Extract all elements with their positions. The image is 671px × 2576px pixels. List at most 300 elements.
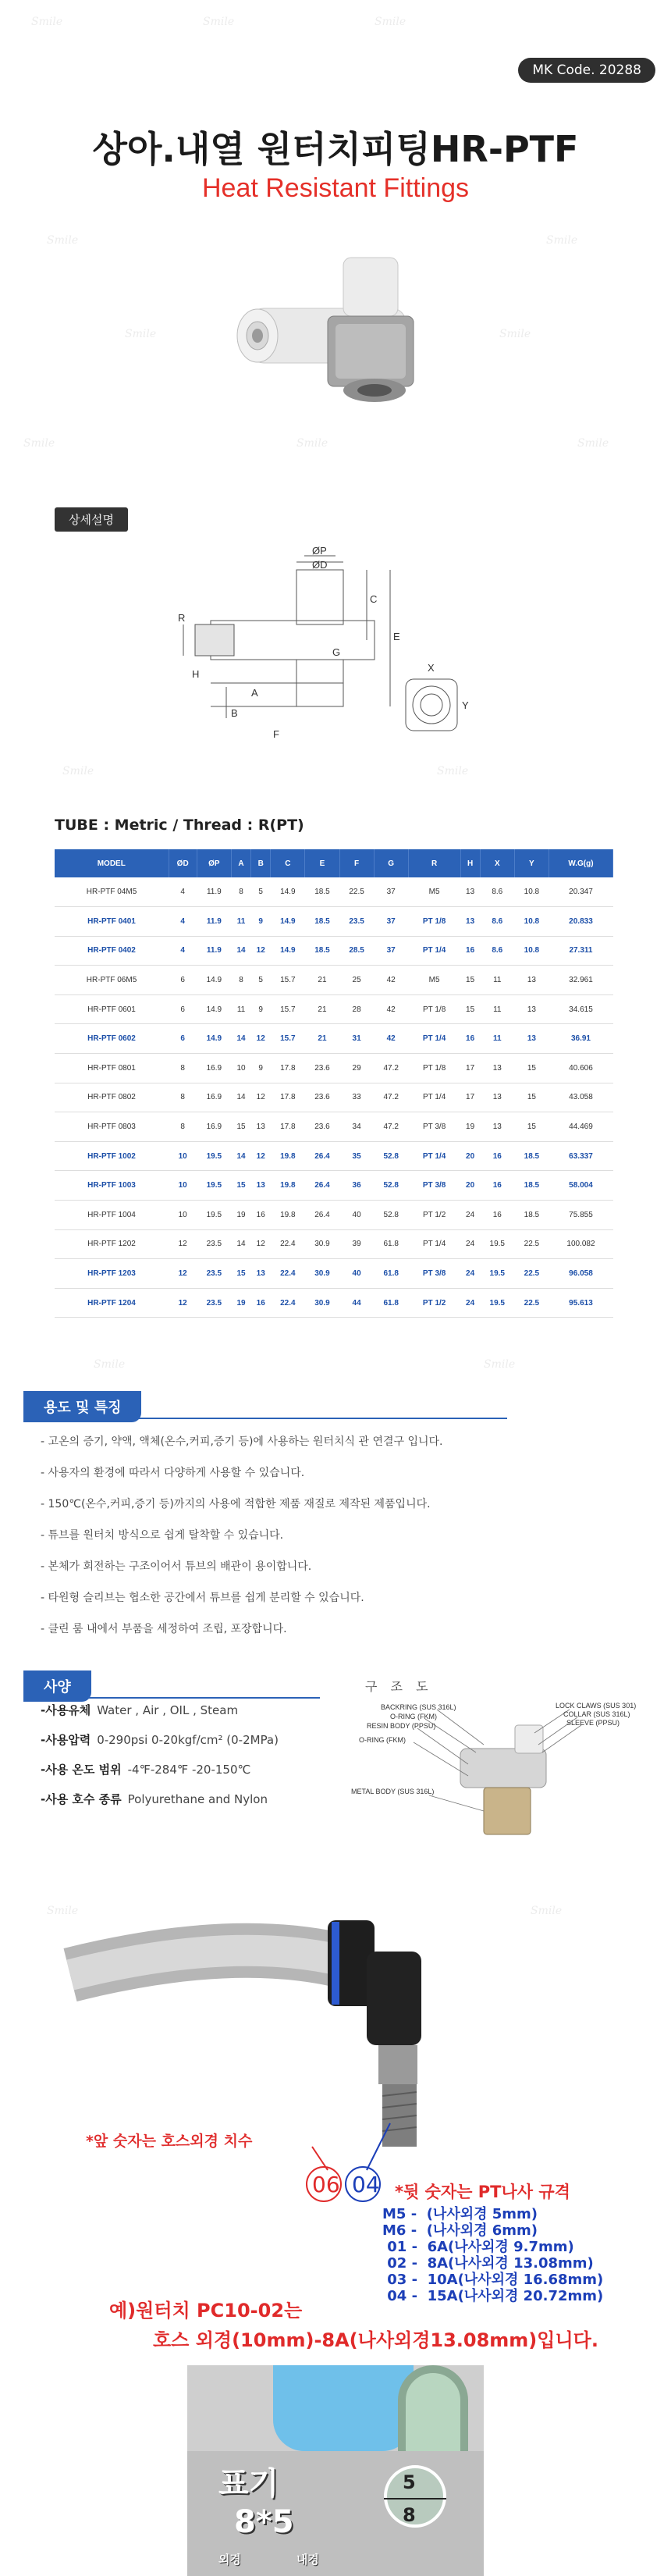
list-item: 03 - 10A(나사외경 16.68mm) bbox=[382, 2272, 604, 2288]
table-cell: 15 bbox=[460, 994, 480, 1024]
table-cell: 24 bbox=[460, 1201, 480, 1230]
table-cell: 61.8 bbox=[374, 1259, 408, 1289]
table-cell: 40.606 bbox=[549, 1054, 612, 1083]
table-cell: 14 bbox=[231, 1083, 250, 1112]
table-cell: 23.5 bbox=[197, 1229, 231, 1259]
watermark: Smile bbox=[577, 437, 609, 450]
table-cell: 24 bbox=[460, 1288, 480, 1318]
table-cell: 19.8 bbox=[271, 1201, 305, 1230]
table-row bbox=[55, 994, 613, 1024]
watermark: Smile bbox=[125, 328, 157, 340]
spec-key: -사용 호수 종류 bbox=[41, 1792, 122, 1806]
table-cell: 52.8 bbox=[374, 1141, 408, 1171]
table-cell: 32.961 bbox=[549, 966, 612, 995]
watermark: Smile bbox=[203, 16, 235, 28]
table-cell: 17.8 bbox=[271, 1083, 305, 1112]
table-cell: 19.8 bbox=[271, 1141, 305, 1171]
table-cell: 52.8 bbox=[374, 1201, 408, 1230]
table-cell: 36.91 bbox=[549, 1024, 612, 1054]
table-cell: 8.6 bbox=[480, 936, 514, 966]
table-cell: 16 bbox=[251, 1288, 271, 1318]
table-cell: 34.615 bbox=[549, 994, 612, 1024]
back-number-note: *뒷 숫자는 PT나사 규격 bbox=[395, 2183, 570, 2201]
table-cell: 61.8 bbox=[374, 1229, 408, 1259]
watermark: Smile bbox=[437, 765, 469, 777]
table-cell: 5 bbox=[251, 966, 271, 995]
table-cell: PT 1/2 bbox=[408, 1288, 460, 1318]
structure-label-sleeve: SLEEVE (PPSU) bbox=[566, 1719, 620, 1727]
table-cell: 9 bbox=[251, 1054, 271, 1083]
table-header-cell: A bbox=[231, 849, 250, 877]
table-cell: HR-PTF 0602 bbox=[55, 1024, 169, 1054]
table-row bbox=[55, 1141, 613, 1171]
table-cell: 11.9 bbox=[197, 936, 231, 966]
table-cell: 16 bbox=[460, 1024, 480, 1054]
table-cell: 43.058 bbox=[549, 1083, 612, 1112]
table-row bbox=[55, 1083, 613, 1112]
table-cell: 13 bbox=[480, 1083, 514, 1112]
list-item: 02 - 8A(나사외경 13.08mm) bbox=[382, 2255, 594, 2272]
table-cell: 11.9 bbox=[197, 907, 231, 937]
table-cell: 12 bbox=[251, 1141, 271, 1171]
list-item: M6 - (나사외경 6mm) bbox=[382, 2222, 538, 2239]
table-cell: HR-PTF 1202 bbox=[55, 1229, 169, 1259]
table-header-cell: H bbox=[460, 849, 480, 877]
table-cell: HR-PTF 0802 bbox=[55, 1083, 169, 1112]
inner-diameter-label: 내경 bbox=[296, 2553, 319, 2567]
table-cell: HR-PTF 1204 bbox=[55, 1288, 169, 1318]
table-cell: 22.4 bbox=[271, 1259, 305, 1289]
table-header-cell: ØD bbox=[169, 849, 197, 877]
table-cell: 14 bbox=[231, 1024, 250, 1054]
table-cell: 13 bbox=[480, 1054, 514, 1083]
structure-label-oring: O-RING (FKM) bbox=[390, 1713, 437, 1720]
table-cell: PT 1/8 bbox=[408, 907, 460, 937]
table-row bbox=[55, 907, 613, 937]
table-row bbox=[55, 1259, 613, 1289]
watermark: Smile bbox=[94, 1358, 126, 1371]
drawing-label-p: ØP bbox=[312, 545, 327, 557]
spec-value: Polyurethane and Nylon bbox=[127, 1792, 268, 1806]
watermark: Smile bbox=[375, 16, 407, 28]
watermark: Smile bbox=[62, 765, 94, 777]
table-cell: 13 bbox=[514, 966, 549, 995]
tube-blue bbox=[273, 2365, 414, 2451]
watermark: Smile bbox=[484, 1358, 516, 1371]
marking-photo bbox=[187, 2365, 484, 2576]
table-cell: 6 bbox=[169, 994, 197, 1024]
table-cell: 30.9 bbox=[305, 1259, 339, 1289]
table-cell: 18.5 bbox=[514, 1171, 549, 1201]
table-cell: 17 bbox=[460, 1083, 480, 1112]
table-header-cell: MODEL bbox=[55, 849, 169, 877]
table-cell: 13 bbox=[460, 877, 480, 907]
table-cell: 13 bbox=[460, 907, 480, 937]
example-line-1: 예)원터치 PC10-02는 bbox=[109, 2300, 303, 2322]
table-cell: 14.9 bbox=[197, 994, 231, 1024]
thread-size-list bbox=[382, 2206, 603, 2304]
table-cell: 28 bbox=[339, 994, 374, 1024]
list-item: M5 - (나사외경 5mm) bbox=[382, 2206, 538, 2222]
specs-list bbox=[41, 1702, 279, 1820]
table-cell: 23.6 bbox=[305, 1112, 339, 1142]
table-cell: 8 bbox=[231, 877, 250, 907]
table-cell: 13 bbox=[251, 1112, 271, 1142]
ring-inner-value: 5 bbox=[403, 2471, 416, 2493]
table-cell: 30.9 bbox=[305, 1288, 339, 1318]
table-cell: 18.5 bbox=[305, 877, 339, 907]
list-item: - 본체가 회전하는 구조이어서 튜브의 배관이 용이합니다. bbox=[41, 1560, 312, 1573]
mk-code-badge: MK Code. 20288 bbox=[518, 58, 655, 83]
table-header-cell: B bbox=[251, 849, 271, 877]
table-cell: 37 bbox=[374, 907, 408, 937]
table-cell: 21 bbox=[305, 994, 339, 1024]
table-cell: 4 bbox=[169, 907, 197, 937]
table-row bbox=[55, 1112, 613, 1142]
table-cell: 44.469 bbox=[549, 1112, 612, 1142]
table-row bbox=[55, 1054, 613, 1083]
table-row bbox=[55, 1171, 613, 1201]
table-cell: HR-PTF 1004 bbox=[55, 1201, 169, 1230]
table-cell: 19.5 bbox=[480, 1259, 514, 1289]
structure-label-metal-body: METAL BODY (SUS 316L) bbox=[351, 1788, 435, 1795]
table-cell: 12 bbox=[251, 1229, 271, 1259]
table-cell: 42 bbox=[374, 966, 408, 995]
table-cell: 13 bbox=[251, 1259, 271, 1289]
watermark: Smile bbox=[499, 328, 531, 340]
spec-row bbox=[41, 1791, 279, 1820]
table-cell: 16.9 bbox=[197, 1083, 231, 1112]
table-cell: 10 bbox=[231, 1054, 250, 1083]
table-cell: 6 bbox=[169, 966, 197, 995]
table-header-cell: G bbox=[374, 849, 408, 877]
table-row bbox=[55, 1229, 613, 1259]
ring-outer-value: 8 bbox=[403, 2504, 416, 2526]
table-cell: 28.5 bbox=[339, 936, 374, 966]
table-cell: 30.9 bbox=[305, 1229, 339, 1259]
watermark: Smile bbox=[23, 437, 55, 450]
uses-section-label: 용도 및 특징 bbox=[23, 1391, 141, 1422]
table-cell: 12 bbox=[169, 1259, 197, 1289]
table-row bbox=[55, 936, 613, 966]
marking-label: 표기 bbox=[218, 2466, 279, 2502]
table-cell: 14 bbox=[231, 936, 250, 966]
table-cell: 12 bbox=[169, 1229, 197, 1259]
spec-value: 0-290psi 0-20kgf/cm² (0-2MPa) bbox=[97, 1733, 279, 1747]
table-cell: PT 1/8 bbox=[408, 1054, 460, 1083]
table-cell: 52.8 bbox=[374, 1171, 408, 1201]
table-header-cell: F bbox=[339, 849, 374, 877]
table-cell: 15 bbox=[231, 1112, 250, 1142]
table-cell: 10.8 bbox=[514, 877, 549, 907]
table-cell: 8.6 bbox=[480, 877, 514, 907]
table-cell: 4 bbox=[169, 936, 197, 966]
spec-key: -사용압력 bbox=[41, 1733, 91, 1747]
table-cell: 17.8 bbox=[271, 1112, 305, 1142]
watermark: Smile bbox=[296, 437, 328, 450]
table-cell: 24 bbox=[460, 1259, 480, 1289]
table-cell: 14 bbox=[231, 1141, 250, 1171]
table-cell: 19.5 bbox=[480, 1288, 514, 1318]
list-item: - 튜브를 원터치 방식으로 쉽게 탈착할 수 있습니다. bbox=[41, 1529, 284, 1542]
table-row bbox=[55, 1201, 613, 1230]
table-cell: HR-PTF 1203 bbox=[55, 1259, 169, 1289]
page-title: 상아.내열 원터치피팅HR-PTF bbox=[92, 128, 579, 170]
table-cell: 19.5 bbox=[197, 1141, 231, 1171]
list-item: - 고온의 증기, 약액, 액체(온수,커피,증기 등)에 사용하는 원터치식 관 연결구 입니다. bbox=[41, 1436, 443, 1448]
table-cell: 23.6 bbox=[305, 1054, 339, 1083]
table-header-cell: ØP bbox=[197, 849, 231, 877]
table-cell: 100.082 bbox=[549, 1229, 612, 1259]
table-cell: 75.855 bbox=[549, 1201, 612, 1230]
table-cell: HR-PTF 04M5 bbox=[55, 877, 169, 907]
table-cell: HR-PTF 0601 bbox=[55, 994, 169, 1024]
watermark: Smile bbox=[531, 1905, 563, 1917]
table-cell: 20 bbox=[460, 1171, 480, 1201]
table-cell: 19.5 bbox=[197, 1201, 231, 1230]
table-cell: 13 bbox=[251, 1171, 271, 1201]
table-cell: 31 bbox=[339, 1024, 374, 1054]
table-cell: 16.9 bbox=[197, 1112, 231, 1142]
drawing-label-y: Y bbox=[462, 699, 469, 711]
drawing-label-d: ØD bbox=[312, 559, 328, 571]
table-cell: 10 bbox=[169, 1201, 197, 1230]
table-cell: 18.5 bbox=[514, 1201, 549, 1230]
table-header-cell: R bbox=[408, 849, 460, 877]
list-item: 01 - 6A(나사외경 9.7mm) bbox=[382, 2239, 574, 2255]
table-cell: PT 1/4 bbox=[408, 1024, 460, 1054]
table-cell: PT 1/4 bbox=[408, 1083, 460, 1112]
table-cell: HR-PTF 1002 bbox=[55, 1141, 169, 1171]
table-cell: 11 bbox=[231, 907, 250, 937]
detail-section-label: 상세설명 bbox=[55, 507, 128, 532]
table-cell: 16 bbox=[480, 1171, 514, 1201]
table-cell: 10.8 bbox=[514, 936, 549, 966]
table-cell: 18.5 bbox=[305, 936, 339, 966]
table-cell: 37 bbox=[374, 936, 408, 966]
list-item: - 클린 룸 내에서 부품을 세정하여 조립, 포장합니다. bbox=[41, 1623, 287, 1635]
table-cell: 22.5 bbox=[514, 1288, 549, 1318]
table-cell: 95.613 bbox=[549, 1288, 612, 1318]
table-cell: 5 bbox=[251, 877, 271, 907]
table-cell: 22.5 bbox=[514, 1259, 549, 1289]
table-cell: 40 bbox=[339, 1201, 374, 1230]
table-cell: 18.5 bbox=[305, 907, 339, 937]
table-cell: 13 bbox=[480, 1112, 514, 1142]
table-cell: 40 bbox=[339, 1259, 374, 1289]
table-cell: 12 bbox=[169, 1288, 197, 1318]
table-cell: 23.5 bbox=[197, 1288, 231, 1318]
drawing-label-e: E bbox=[393, 631, 400, 642]
table-cell: 16.9 bbox=[197, 1054, 231, 1083]
table-cell: 47.2 bbox=[374, 1112, 408, 1142]
table-cell: 14 bbox=[231, 1229, 250, 1259]
table-cell: 22.4 bbox=[271, 1229, 305, 1259]
list-item: - 타원형 슬리브는 협소한 공간에서 튜브를 쉽게 분리할 수 있습니다. bbox=[41, 1592, 364, 1604]
table-cell: 11.9 bbox=[197, 877, 231, 907]
table-cell: 8 bbox=[169, 1083, 197, 1112]
watermark: Smile bbox=[31, 16, 63, 28]
table-body bbox=[55, 877, 613, 1318]
table-cell: 27.311 bbox=[549, 936, 612, 966]
table-cell: 12 bbox=[251, 936, 271, 966]
watermark: Smile bbox=[546, 234, 578, 247]
table-cell: 4 bbox=[169, 877, 197, 907]
spec-row bbox=[41, 1702, 279, 1731]
table-header-cell: X bbox=[480, 849, 514, 877]
table-cell: 20.833 bbox=[549, 907, 612, 937]
table-row bbox=[55, 966, 613, 995]
outer-diameter-label: 외경 bbox=[218, 2553, 241, 2567]
drawing-label-g: G bbox=[332, 646, 341, 658]
table-cell: 17 bbox=[460, 1054, 480, 1083]
table-cell: 22.4 bbox=[271, 1288, 305, 1318]
table-cell: 11 bbox=[480, 1024, 514, 1054]
table-cell: 47.2 bbox=[374, 1054, 408, 1083]
table-cell: 21 bbox=[305, 1024, 339, 1054]
table-header-cell: W.G(g) bbox=[549, 849, 612, 877]
page-subtitle: Heat Resistant Fittings bbox=[201, 173, 470, 203]
table-header-row bbox=[55, 849, 613, 877]
table-cell: 19 bbox=[231, 1288, 250, 1318]
table-cell: 12 bbox=[251, 1083, 271, 1112]
specs-divider bbox=[23, 1697, 320, 1699]
table-cell: PT 1/4 bbox=[408, 1141, 460, 1171]
table-cell: 9 bbox=[251, 907, 271, 937]
marking-value: 8*5 bbox=[234, 2504, 294, 2540]
table-cell: 16 bbox=[480, 1141, 514, 1171]
table-cell: 14.9 bbox=[271, 907, 305, 937]
spec-row bbox=[41, 1761, 279, 1791]
table-cell: 22.5 bbox=[514, 1229, 549, 1259]
table-cell: 20 bbox=[460, 1141, 480, 1171]
table-cell: 10.8 bbox=[514, 907, 549, 937]
table-cell: PT 1/8 bbox=[408, 994, 460, 1024]
table-row bbox=[55, 1288, 613, 1318]
table-cell: 16 bbox=[480, 1201, 514, 1230]
table-cell: 19 bbox=[231, 1201, 250, 1230]
table-cell: 15 bbox=[514, 1054, 549, 1083]
watermark: Smile bbox=[47, 1905, 79, 1917]
table-cell: 10 bbox=[169, 1141, 197, 1171]
table-cell: 20.347 bbox=[549, 877, 612, 907]
thread-size-code: 04 bbox=[352, 2172, 380, 2197]
spec-value: Water , Air , OIL , Steam bbox=[97, 1703, 239, 1717]
spec-table bbox=[55, 849, 613, 1318]
table-cell: HR-PTF 0801 bbox=[55, 1054, 169, 1083]
table-cell: 23.5 bbox=[197, 1259, 231, 1289]
table-cell: HR-PTF 1003 bbox=[55, 1171, 169, 1201]
table-cell: 9 bbox=[251, 994, 271, 1024]
list-item: - 사용자의 환경에 따라서 다양하게 사용할 수 있습니다. bbox=[41, 1467, 305, 1479]
table-cell: 15 bbox=[231, 1171, 250, 1201]
table-cell: 42 bbox=[374, 1024, 408, 1054]
structure-diagram bbox=[351, 1702, 648, 1850]
uses-divider bbox=[23, 1418, 507, 1419]
table-row bbox=[55, 1024, 613, 1054]
table-cell: M5 bbox=[408, 966, 460, 995]
table-cell: 39 bbox=[339, 1229, 374, 1259]
hose-size-code: 06 bbox=[312, 2172, 340, 2197]
table-cell: 8 bbox=[231, 966, 250, 995]
table-header-cell: E bbox=[305, 849, 339, 877]
table-cell: 11 bbox=[231, 994, 250, 1024]
table-cell: 14.9 bbox=[271, 936, 305, 966]
drawing-label-c: C bbox=[370, 593, 378, 605]
table-cell: 8.6 bbox=[480, 907, 514, 937]
table-cell: 36 bbox=[339, 1171, 374, 1201]
table-cell: M5 bbox=[408, 877, 460, 907]
table-cell: 19.5 bbox=[480, 1229, 514, 1259]
table-cell: 25 bbox=[339, 966, 374, 995]
table-cell: 24 bbox=[460, 1229, 480, 1259]
table-cell: PT 3/8 bbox=[408, 1112, 460, 1142]
table-cell: 44 bbox=[339, 1288, 374, 1318]
table-cell: 61.8 bbox=[374, 1288, 408, 1318]
structure-label-collar: COLLAR (SUS 316L) bbox=[563, 1710, 630, 1718]
table-cell: PT 3/8 bbox=[408, 1259, 460, 1289]
table-cell: HR-PTF 0803 bbox=[55, 1112, 169, 1142]
list-item: 04 - 15A(나사외경 20.72mm) bbox=[382, 2288, 604, 2304]
table-header-cell: Y bbox=[514, 849, 549, 877]
table-cell: 33 bbox=[339, 1083, 374, 1112]
table-caption: TUBE : Metric / Thread : R(PT) bbox=[55, 817, 304, 834]
drawing-label-x: X bbox=[428, 662, 435, 674]
table-cell: 13 bbox=[514, 1024, 549, 1054]
table-cell: 16 bbox=[251, 1201, 271, 1230]
drawing-label-b: B bbox=[231, 707, 238, 719]
table-cell: 26.4 bbox=[305, 1141, 339, 1171]
spec-row bbox=[41, 1731, 279, 1761]
table-cell: HR-PTF 0402 bbox=[55, 936, 169, 966]
front-number-note: *앞 숫자는 호스외경 치수 bbox=[86, 2133, 253, 2150]
table-cell: 14.9 bbox=[197, 1024, 231, 1054]
table-cell: 23.5 bbox=[339, 907, 374, 937]
table-cell: 15 bbox=[231, 1259, 250, 1289]
table-cell: 29 bbox=[339, 1054, 374, 1083]
hose-fitting-photo bbox=[70, 1905, 507, 2154]
table-cell: 17.8 bbox=[271, 1054, 305, 1083]
table-cell: 96.058 bbox=[549, 1259, 612, 1289]
table-cell: 13 bbox=[514, 994, 549, 1024]
table-header-cell: C bbox=[271, 849, 305, 877]
table-cell: 18.5 bbox=[514, 1141, 549, 1171]
drawing-label-r: R bbox=[178, 612, 186, 624]
table-cell: 19.8 bbox=[271, 1171, 305, 1201]
drawing-label-f: F bbox=[273, 728, 279, 740]
drawing-label-h: H bbox=[192, 668, 200, 680]
table-cell: 23.6 bbox=[305, 1083, 339, 1112]
table-cell: 14.9 bbox=[271, 877, 305, 907]
table-cell: 6 bbox=[169, 1024, 197, 1054]
table-cell: 15 bbox=[514, 1083, 549, 1112]
table-cell: 14.9 bbox=[197, 966, 231, 995]
structure-label-backring: BACKRING (SUS 316L) bbox=[381, 1703, 456, 1711]
table-cell: 34 bbox=[339, 1112, 374, 1142]
example-line-2: 호스 외경(10mm)-8A(나사외경13.08mm)입니다. bbox=[153, 2329, 598, 2351]
spec-key: -사용 온도 범위 bbox=[41, 1763, 122, 1777]
table-cell: 58.004 bbox=[549, 1171, 612, 1201]
table-cell: PT 1/2 bbox=[408, 1201, 460, 1230]
table-cell: 63.337 bbox=[549, 1141, 612, 1171]
table-cell: 35 bbox=[339, 1141, 374, 1171]
specs-section-label: 사양 bbox=[23, 1670, 91, 1702]
table-cell: 26.4 bbox=[305, 1171, 339, 1201]
table-row bbox=[55, 877, 613, 907]
table-cell: 12 bbox=[251, 1024, 271, 1054]
table-cell: 26.4 bbox=[305, 1201, 339, 1230]
list-item: - 150℃(온수,커피,증기 등)까지의 사용에 적합한 제품 재질로 제작된 제품입니다. bbox=[41, 1498, 431, 1510]
